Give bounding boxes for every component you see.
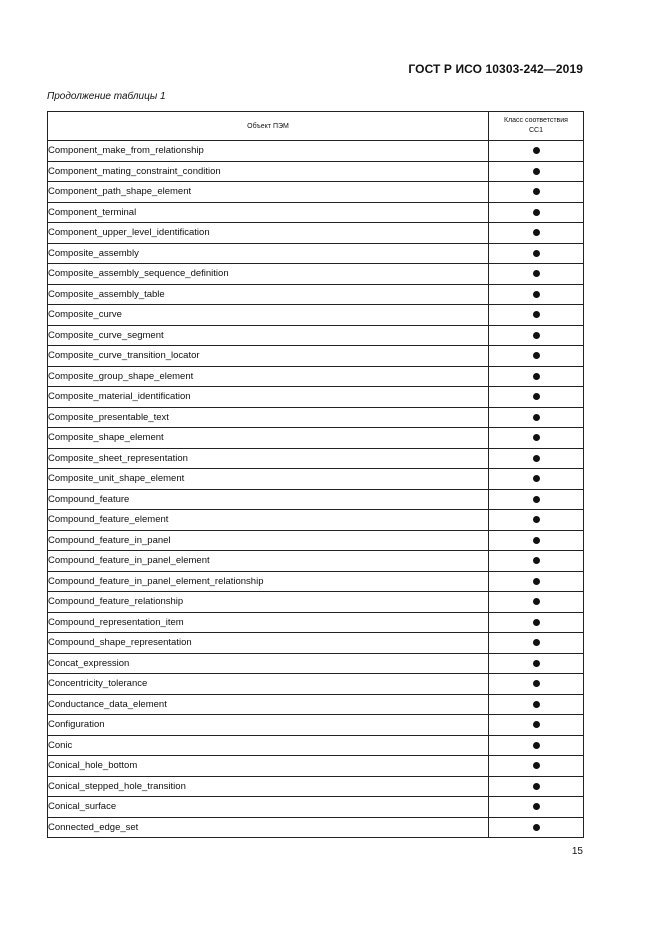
table-row [48,243,584,264]
object-name: Compound_feature [48,489,489,510]
table-caption: Продолжение таблицы 1 [47,91,166,102]
object-name: Conical_stepped_hole_transition [48,776,489,797]
bullet-icon [533,311,540,318]
table-row [48,715,584,736]
class-cell [489,325,584,346]
class-cell [489,305,584,326]
object-name: Component_upper_level_identification [48,223,489,244]
table-row [48,530,584,551]
class-cell [489,366,584,387]
bullet-icon [533,721,540,728]
object-name: Composite_curve_transition_locator [48,346,489,367]
class-cell [489,776,584,797]
bullet-icon [533,147,540,154]
table-row [48,182,584,203]
object-name: Composite_material_identification [48,387,489,408]
class-cell [489,592,584,613]
class-cell [489,653,584,674]
table-row [48,141,584,162]
class-cell [489,735,584,756]
class-cell [489,243,584,264]
bullet-icon [533,639,540,646]
bullet-icon [533,762,540,769]
table-row [48,756,584,777]
bullet-icon [533,332,540,339]
object-name: Composite_shape_element [48,428,489,449]
object-name: Composite_presentable_text [48,407,489,428]
table-row [48,284,584,305]
page-number: 15 [571,846,583,857]
table-row [48,202,584,223]
table-row [48,305,584,326]
class-cell [489,694,584,715]
class-cell [489,571,584,592]
bullet-icon [533,373,540,380]
bullet-icon [533,455,540,462]
bullet-icon [533,701,540,708]
class-cell [489,284,584,305]
bullet-icon [533,660,540,667]
object-name: Concentricity_tolerance [48,674,489,695]
bullet-icon [533,393,540,400]
object-name: Compound_feature_element [48,510,489,531]
table-row [48,428,584,449]
class-cell [489,202,584,223]
object-name: Composite_sheet_representation [48,448,489,469]
table-row [48,223,584,244]
class-cell [489,817,584,838]
table-row [48,407,584,428]
object-name: Conic [48,735,489,756]
class-cell [489,797,584,818]
class-cell [489,387,584,408]
header-class [489,112,584,141]
table-row [48,592,584,613]
class-cell [489,223,584,244]
object-name: Component_make_from_relationship [48,141,489,162]
document-code: ГОСТ Р ИСО 10303-242—2019 [408,62,583,76]
bullet-icon [533,291,540,298]
object-name: Conical_hole_bottom [48,756,489,777]
bullet-icon [533,537,540,544]
class-cell [489,141,584,162]
object-name: Component_terminal [48,202,489,223]
bullet-icon [533,783,540,790]
bullet-icon [533,578,540,585]
object-name: Composite_group_shape_element [48,366,489,387]
object-name: Composite_assembly_sequence_definition [48,264,489,285]
table-row [48,633,584,654]
object-name: Compound_feature_in_panel_element_relationship [48,571,489,592]
bullet-icon [533,803,540,810]
object-name: Component_mating_constraint_condition [48,161,489,182]
class-cell [489,715,584,736]
class-cell [489,448,584,469]
class-cell [489,407,584,428]
bullet-icon [533,168,540,175]
bullet-icon [533,434,540,441]
table-row [48,674,584,695]
table-row [48,571,584,592]
table-row [48,694,584,715]
bullet-icon [533,352,540,359]
table-row [48,510,584,531]
class-cell [489,182,584,203]
object-name: Compound_feature_relationship [48,592,489,613]
table-header-row [48,112,584,141]
bullet-icon [533,598,540,605]
table-row [48,448,584,469]
object-name: Composite_curve [48,305,489,326]
header-class-line1: Класс соответствия [504,117,568,124]
class-cell [489,510,584,531]
class-cell [489,530,584,551]
table-row [48,469,584,490]
class-cell [489,469,584,490]
class-cell [489,264,584,285]
table-row [48,735,584,756]
object-name: Compound_representation_item [48,612,489,633]
bullet-icon [533,209,540,216]
object-name: Conductance_data_element [48,694,489,715]
object-name: Composite_unit_shape_element [48,469,489,490]
object-name: Connected_edge_set [48,817,489,838]
object-name: Compound_feature_in_panel [48,530,489,551]
table-row [48,346,584,367]
table-row [48,264,584,285]
bullet-icon [533,496,540,503]
table-row [48,489,584,510]
class-cell [489,346,584,367]
class-cell [489,489,584,510]
bullet-icon [533,516,540,523]
table-row [48,551,584,572]
table-row [48,325,584,346]
object-name: Concat_expression [48,653,489,674]
bullet-icon [533,680,540,687]
bullet-icon [533,414,540,421]
class-cell [489,612,584,633]
table-row [48,161,584,182]
header-class-line2: CC1 [528,127,543,134]
class-cell [489,633,584,654]
table-row [48,776,584,797]
object-name: Component_path_shape_element [48,182,489,203]
table-row [48,612,584,633]
bullet-icon [533,742,540,749]
object-name: Conical_surface [48,797,489,818]
class-cell [489,756,584,777]
object-name: Composite_assembly [48,243,489,264]
table-row [48,653,584,674]
class-cell [489,551,584,572]
table-row [48,817,584,838]
bullet-icon [533,619,540,626]
object-name: Composite_curve_segment [48,325,489,346]
bullet-icon [533,475,540,482]
object-name: Composite_assembly_table [48,284,489,305]
class-cell [489,674,584,695]
bullet-icon [533,229,540,236]
bullet-icon [533,250,540,257]
table-row [48,797,584,818]
header-object: Объект ПЭМ [48,112,489,141]
class-cell [489,428,584,449]
conformance-table [47,111,584,838]
bullet-icon [533,188,540,195]
object-name: Compound_shape_representation [48,633,489,654]
bullet-icon [533,557,540,564]
bullet-icon [533,270,540,277]
class-cell [489,161,584,182]
bullet-icon [533,824,540,831]
table-row [48,387,584,408]
object-name: Compound_feature_in_panel_element [48,551,489,572]
table-row [48,366,584,387]
object-name: Configuration [48,715,489,736]
